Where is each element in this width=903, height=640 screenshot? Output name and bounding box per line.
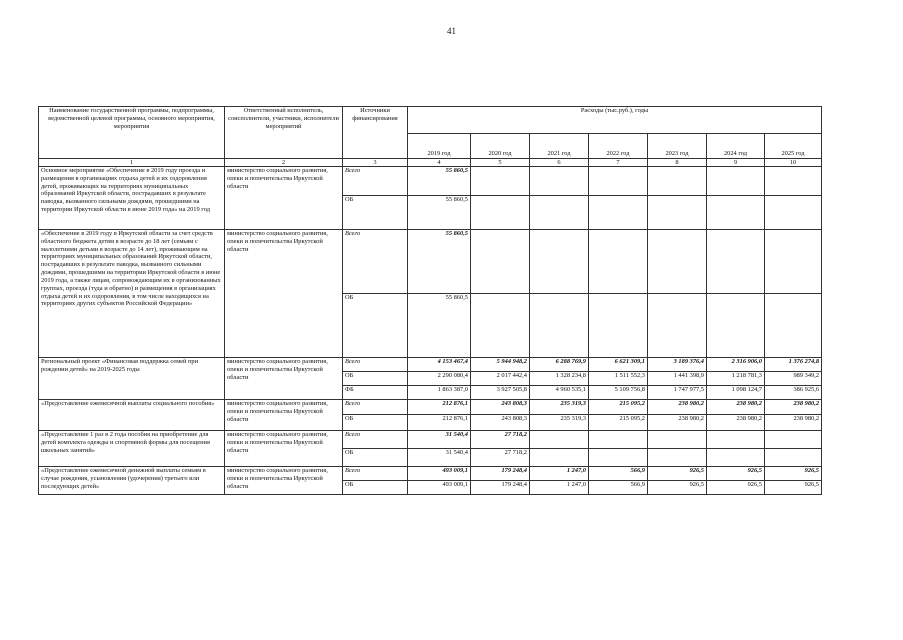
expense-value: 4 153 467,4: [408, 358, 471, 372]
expense-value: 27 718,2: [471, 431, 530, 449]
table-row: [39, 230, 822, 294]
expense-value: 2 290 080,4: [408, 372, 471, 386]
expense-value: 1 747 977,5: [648, 386, 707, 400]
column-number: 9: [707, 159, 765, 167]
expense-value: 1 247,0: [530, 481, 589, 495]
expense-value: [589, 167, 648, 196]
expense-value: 926,5: [707, 481, 765, 495]
funding-source: ОБ: [343, 481, 408, 495]
expense-value: 31 540,4: [408, 431, 471, 449]
expense-value: [765, 431, 822, 449]
expense-value: 215 095,2: [589, 400, 648, 415]
column-number: 10: [765, 159, 822, 167]
expense-value: 1 218 781,3: [707, 372, 765, 386]
funding-source: ОБ: [343, 449, 408, 467]
expense-value: [765, 230, 822, 294]
expense-value: [530, 196, 589, 230]
expense-value: [765, 449, 822, 467]
expense-value: 243 808,3: [471, 400, 530, 415]
column-number: 8: [648, 159, 707, 167]
expense-value: [707, 230, 765, 294]
funding-source: ОБ: [343, 372, 408, 386]
expense-value: [707, 449, 765, 467]
header-year: 2020 год: [471, 134, 530, 159]
expense-value: [589, 431, 648, 449]
expense-value: [589, 196, 648, 230]
header-program: Наименование государственной программы, подпрограммы, ведомственной целевой программы, основного мероприятия, мероприятия: [39, 107, 225, 159]
funding-source: Всего: [343, 400, 408, 415]
expense-value: 212 876,1: [408, 400, 471, 415]
funding-source: ОБ: [343, 294, 408, 358]
column-number: 1: [39, 159, 225, 167]
expense-value: [530, 431, 589, 449]
expense-value: [471, 167, 530, 196]
funding-source: Всего: [343, 431, 408, 449]
expense-value: [471, 196, 530, 230]
expense-value: [648, 167, 707, 196]
expense-value: 1 247,0: [530, 467, 589, 481]
expense-value: 926,5: [765, 467, 822, 481]
expense-value: [589, 230, 648, 294]
expense-value: 926,5: [648, 481, 707, 495]
expense-value: 179 248,4: [471, 467, 530, 481]
expense-value: [707, 431, 765, 449]
expense-value: [648, 294, 707, 358]
header-year: 2024 год: [707, 134, 765, 159]
program-name: «Обеспечение в 2019 году в Иркутской области за счет средств областного бюджета детям в возрасте до 18 лет (семьям с малолетними детьми в возрасте до 14 лет), проживающим на территориях муниципальных образований Иркутской области, пострадавших в результате паводка, вызванного сильными дождями, прошедшими на территории Иркутской области в июне 2019 года, а также лицам, сопровождающим их в организованных группах, проезда (туда и обратно) и размещения в организациях отдыха детей и их оздоровления, в том числе находящихся на территориях других субъектов Российской Федерации»: [39, 230, 225, 358]
expense-value: 238 980,2: [648, 415, 707, 431]
expense-value: 238 980,2: [707, 415, 765, 431]
expense-value: [648, 196, 707, 230]
expense-value: 1 376 274,8: [765, 358, 822, 372]
executor-name: министерство социального развития, опеки и попечительства Иркутской области: [225, 431, 343, 467]
column-number: 3: [343, 159, 408, 167]
program-name: «Предоставление ежемесячной выплаты социального пособия»: [39, 400, 225, 431]
table-row: [39, 400, 822, 415]
expense-value: [589, 294, 648, 358]
expense-value: [648, 230, 707, 294]
expense-value: [707, 294, 765, 358]
expense-value: 926,5: [765, 481, 822, 495]
expense-value: 1 863 387,0: [408, 386, 471, 400]
funding-source: Всего: [343, 358, 408, 372]
budget-table: [38, 106, 822, 495]
funding-source: ФБ: [343, 386, 408, 400]
expense-value: [765, 294, 822, 358]
expense-value: 55 860,5: [408, 230, 471, 294]
expense-value: 55 860,5: [408, 196, 471, 230]
expense-value: 493 009,1: [408, 467, 471, 481]
expense-value: 989 349,2: [765, 372, 822, 386]
program-name: Региональный проект «Финансовая поддержка семей при рождении детей» на 2019-2025 годы: [39, 358, 225, 400]
program-name: «Предоставление ежемесячной денежной выплаты семьям в случае рождения, усыновления (удочерения) третьего или последующих детей»: [39, 467, 225, 495]
expense-value: 27 718,2: [471, 449, 530, 467]
expense-value: 566,9: [589, 481, 648, 495]
expense-value: 212 876,1: [408, 415, 471, 431]
expense-value: 31 540,4: [408, 449, 471, 467]
header-year: 2021 год: [530, 134, 589, 159]
header-expenses: Расходы (тыс.руб.), годы: [408, 107, 822, 134]
expense-value: [471, 230, 530, 294]
expense-value: 386 925,6: [765, 386, 822, 400]
header-year: 2022 год: [589, 134, 648, 159]
expense-value: 926,5: [707, 467, 765, 481]
expense-value: [471, 294, 530, 358]
executor-name: министерство социального развития, опеки и попечительства Иркутской области: [225, 230, 343, 358]
expense-value: 235 319,3: [530, 400, 589, 415]
funding-source: ОБ: [343, 415, 408, 431]
executor-name: министерство социального развития, опеки и попечительства Иркутской области: [225, 167, 343, 230]
expense-value: 5 109 756,8: [589, 386, 648, 400]
column-number: 7: [589, 159, 648, 167]
expense-value: [707, 167, 765, 196]
expense-value: 1 441 398,9: [648, 372, 707, 386]
expense-value: [765, 196, 822, 230]
expense-value: [530, 294, 589, 358]
column-number: 5: [471, 159, 530, 167]
table-row: [39, 431, 822, 449]
expense-value: [530, 449, 589, 467]
executor-name: министерство социального развития, опеки и попечительства Иркутской области: [225, 400, 343, 431]
funding-source: Всего: [343, 467, 408, 481]
expense-value: 2 316 906,0: [707, 358, 765, 372]
expense-value: [648, 431, 707, 449]
expense-value: 2 017 442,4: [471, 372, 530, 386]
table-row: [39, 358, 822, 372]
expense-value: 243 808,3: [471, 415, 530, 431]
funding-source: Всего: [343, 167, 408, 196]
program-name: Основное мероприятие «Обеспечение в 2019 году проезда и размещения в организациях отдыха детей и их оздоровления детей, проживающих на территориях муниципальных образований Иркутской области, пострадавших в результате паводка, вызванного сильными дождями, прошедшими на территории Иркутской области в июне 2019 года» на 2019 год: [39, 167, 225, 230]
expense-value: 55 860,5: [408, 294, 471, 358]
column-number: 2: [225, 159, 343, 167]
expense-value: 235 319,3: [530, 415, 589, 431]
expense-value: 6 621 309,1: [589, 358, 648, 372]
expense-value: [530, 230, 589, 294]
expense-value: 4 960 535,1: [530, 386, 589, 400]
table-row: [39, 167, 822, 196]
expense-value: 238 980,2: [765, 415, 822, 431]
expense-value: 179 248,4: [471, 481, 530, 495]
funding-source: ОБ: [343, 196, 408, 230]
expense-value: 493 009,1: [408, 481, 471, 495]
expense-value: 3 927 505,8: [471, 386, 530, 400]
expense-value: 1 328 234,8: [530, 372, 589, 386]
header-year: 2023 год: [648, 134, 707, 159]
funding-source: Всего: [343, 230, 408, 294]
header-source: Источники финансирования: [343, 107, 408, 159]
expense-value: 55 860,5: [408, 167, 471, 196]
expense-value: 215 095,2: [589, 415, 648, 431]
header-executor: Ответственный исполнитель, соисполнители, участники, исполнители мероприятий: [225, 107, 343, 159]
column-number: 6: [530, 159, 589, 167]
column-number: 4: [408, 159, 471, 167]
expense-value: 5 944 948,2: [471, 358, 530, 372]
expense-value: 926,5: [648, 467, 707, 481]
header-year: 2019 год: [408, 134, 471, 159]
expense-value: [648, 449, 707, 467]
expense-value: 6 288 769,9: [530, 358, 589, 372]
expense-value: 566,9: [589, 467, 648, 481]
expense-value: 238 980,2: [707, 400, 765, 415]
expense-value: 3 189 376,4: [648, 358, 707, 372]
expense-value: [707, 196, 765, 230]
page-number: 41: [447, 26, 456, 36]
expense-value: 1 511 552,3: [589, 372, 648, 386]
expense-value: 238 980,2: [648, 400, 707, 415]
executor-name: министерство социального развития, опеки и попечительства Иркутской области: [225, 358, 343, 400]
table-row: [39, 467, 822, 481]
expense-value: [765, 167, 822, 196]
program-name: «Предоставление 1 раз в 2 года пособия на приобретение для детей комплекта одежды и спортивной формы для посещения школьных занятий»: [39, 431, 225, 467]
executor-name: министерство социального развития, опеки и попечительства Иркутской области: [225, 467, 343, 495]
expense-value: [589, 449, 648, 467]
header-year: 2025 год: [765, 134, 822, 159]
expense-value: 1 098 124,7: [707, 386, 765, 400]
expense-value: 238 980,2: [765, 400, 822, 415]
expense-value: [530, 167, 589, 196]
